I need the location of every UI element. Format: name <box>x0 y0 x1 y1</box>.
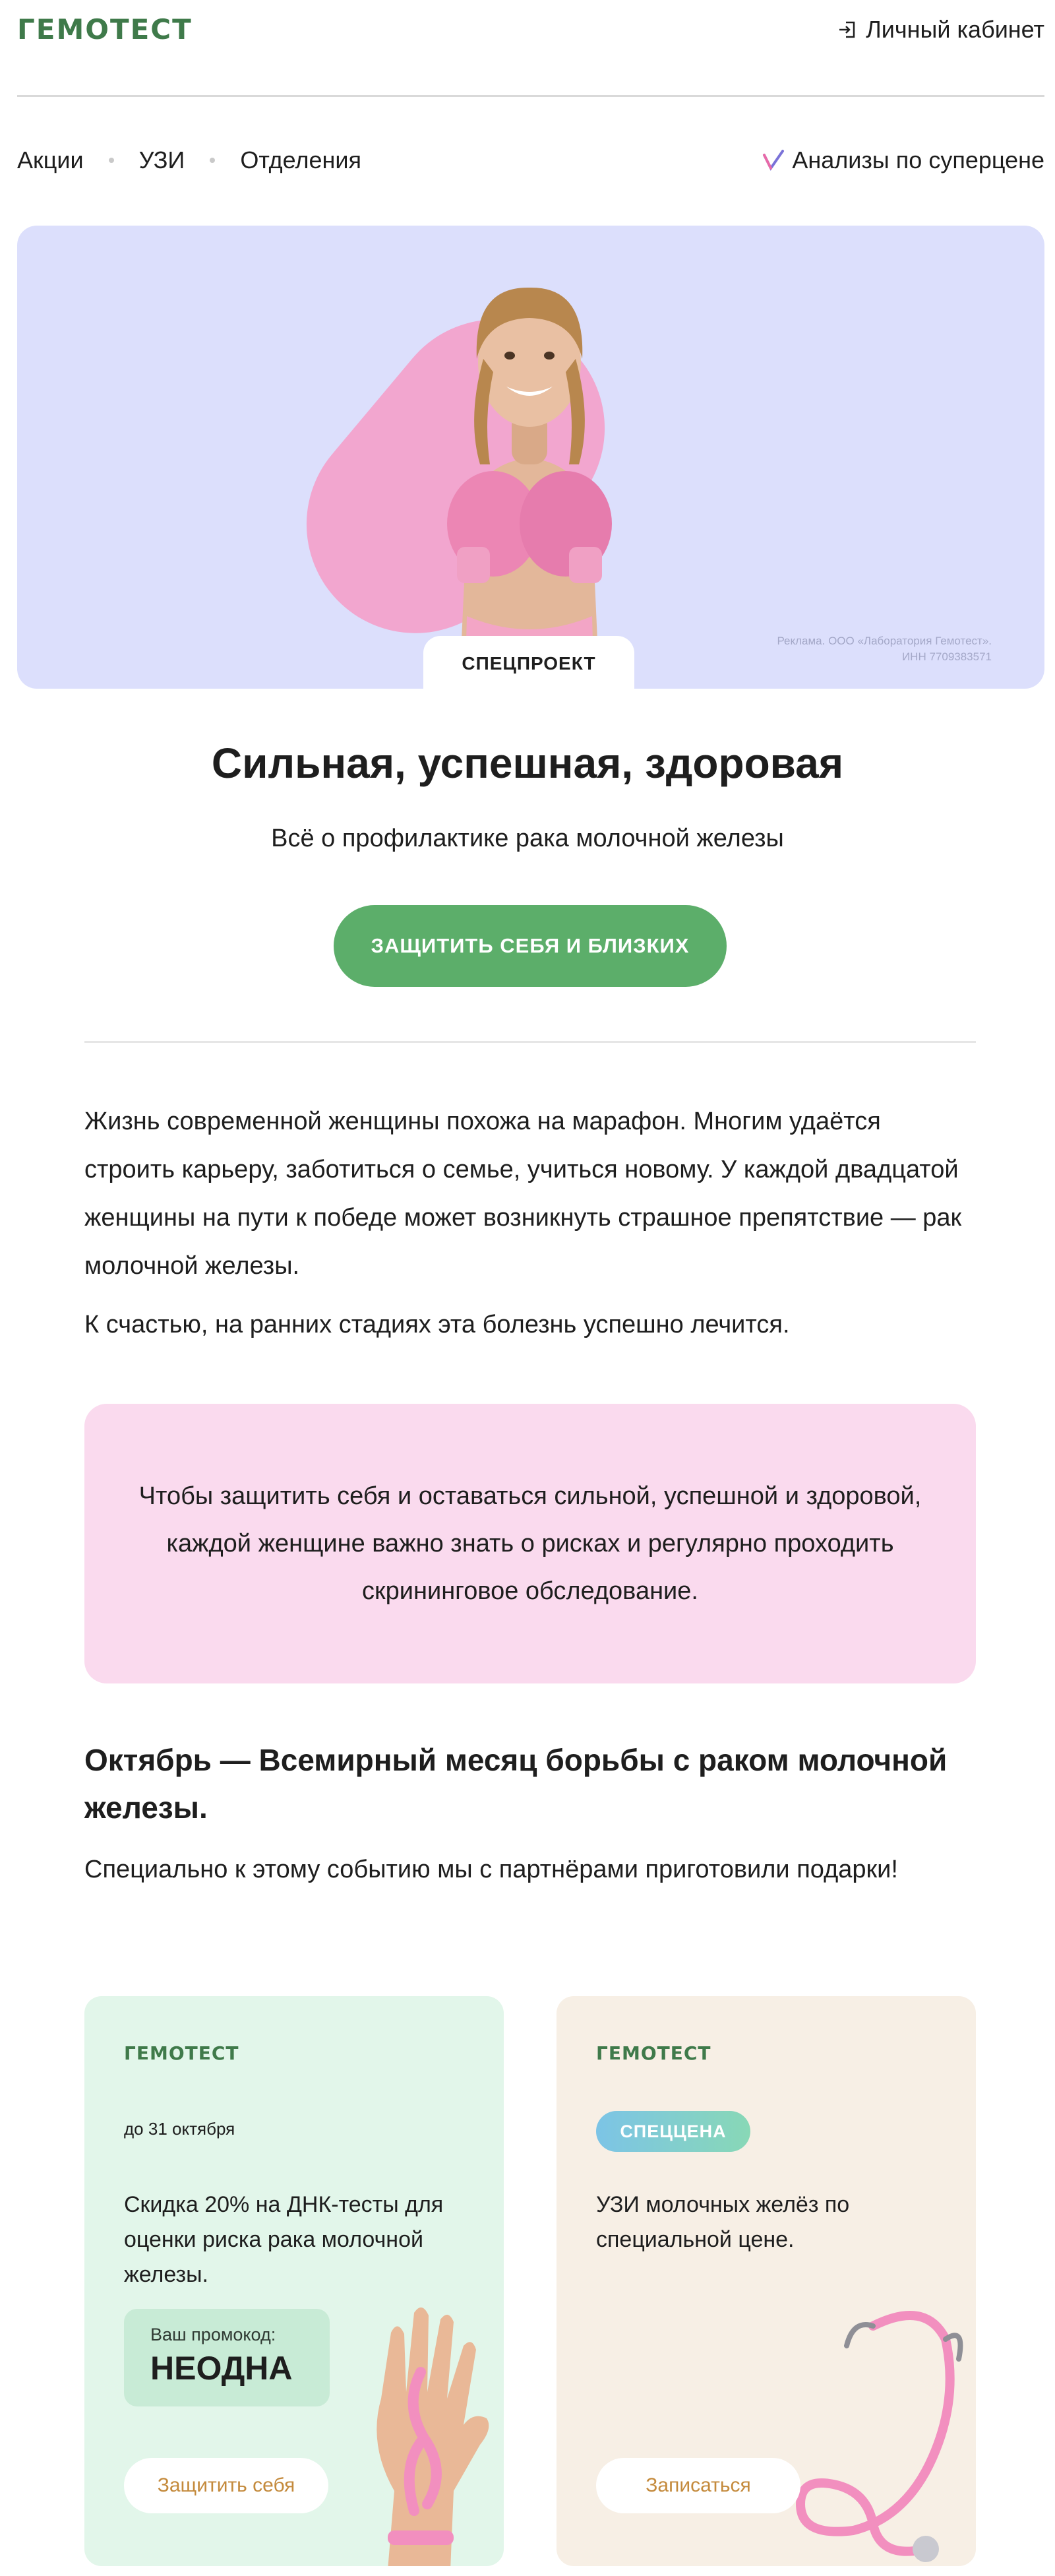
advertising-disclaimer: Реклама. ООО «Лаборатория Гемотест». ИНН 7709383571 <box>777 635 992 663</box>
protect-cta-button[interactable]: ЗАЩИТИТЬ СЕБЯ И БЛИЗКИХ <box>334 905 727 987</box>
email-header <box>17 11 1044 50</box>
page-subtitle: Всё о профилактике рака молочной железы <box>271 825 784 852</box>
checkmark-icon <box>760 148 787 172</box>
card-logo: ГЕМОТЕСТ <box>596 2042 711 2064</box>
section-divider <box>84 1041 976 1043</box>
nav-separator <box>210 158 215 163</box>
promo-code-value[interactable]: НЕОДНА <box>150 2350 293 2387</box>
card-logo: ГЕМОТЕСТ <box>124 2042 239 2064</box>
woman-boxer-illustration <box>421 247 638 669</box>
stethoscope-icon <box>774 2286 972 2563</box>
nav-separator <box>109 158 114 163</box>
highlight-quote: Чтобы защитить себя и оставаться сильной, успешной и здоровой, каждой женщине важно знать о рисках и регулярно проходить скрининговое обследование. <box>84 1404 976 1683</box>
gemotest-logo[interactable]: ГЕМОТЕСТ <box>17 13 193 46</box>
super-price-label: Анализы по суперцене <box>792 146 1044 173</box>
ultrasound-offer-card[interactable] <box>557 1996 976 2566</box>
nav-item-branches[interactable]: Отделения <box>240 146 361 173</box>
offer-description: Скидка 20% на ДНК-тесты для оценки риска рака молочной железы. <box>124 2192 444 2287</box>
intro-paragraph: Жизнь современной женщины похожа на марафон. Многим удаётся строить карьеру, заботиться о семье, учиться новому. У каждой двадцатой женщины на пути к победе может возникнуть страшное препятствие — рак молочной железы. <box>84 1108 962 1280</box>
special-price-badge: СПЕЦЦЕНА <box>596 2111 750 2152</box>
special-project-tab: СПЕЦПРОЕКТ <box>423 636 634 689</box>
pink-ribbon-hand-icon <box>342 2293 500 2566</box>
book-appointment-button[interactable]: Записаться <box>596 2458 800 2513</box>
gifts-paragraph: Специально к этому событию мы с партнёрами приготовили подарки! <box>84 1856 898 1883</box>
hero-banner[interactable] <box>17 226 1044 689</box>
personal-cabinet-link[interactable] <box>837 16 1044 44</box>
header-divider <box>17 95 1044 97</box>
offer-description: УЗИ молочных желёз по специальной цене. <box>596 2192 850 2252</box>
protect-yourself-button[interactable]: Защитить себя <box>124 2458 328 2513</box>
page-title: Сильная, успешная, здоровая <box>211 739 844 787</box>
early-stage-paragraph: К счастью, на ранних стадиях эта болезнь успешно лечится. <box>84 1311 790 1338</box>
promo-code-box <box>124 2309 330 2406</box>
nav-item-promotions[interactable]: Акции <box>17 146 84 173</box>
top-navigation <box>17 146 1044 178</box>
october-heading: Октябрь — Всемирный месяц борьбы с раком молочной железы. <box>84 1743 948 1825</box>
nav-item-ultrasound[interactable]: УЗИ <box>138 146 185 173</box>
dna-test-offer-card[interactable] <box>84 1996 504 2566</box>
personal-cabinet-label: Личный кабинет <box>866 16 1044 43</box>
login-icon <box>837 20 857 40</box>
promo-code-label: Ваш промокод: <box>150 2325 276 2344</box>
super-price-link[interactable] <box>760 146 1044 174</box>
offer-deadline: до 31 октября <box>124 2119 235 2139</box>
